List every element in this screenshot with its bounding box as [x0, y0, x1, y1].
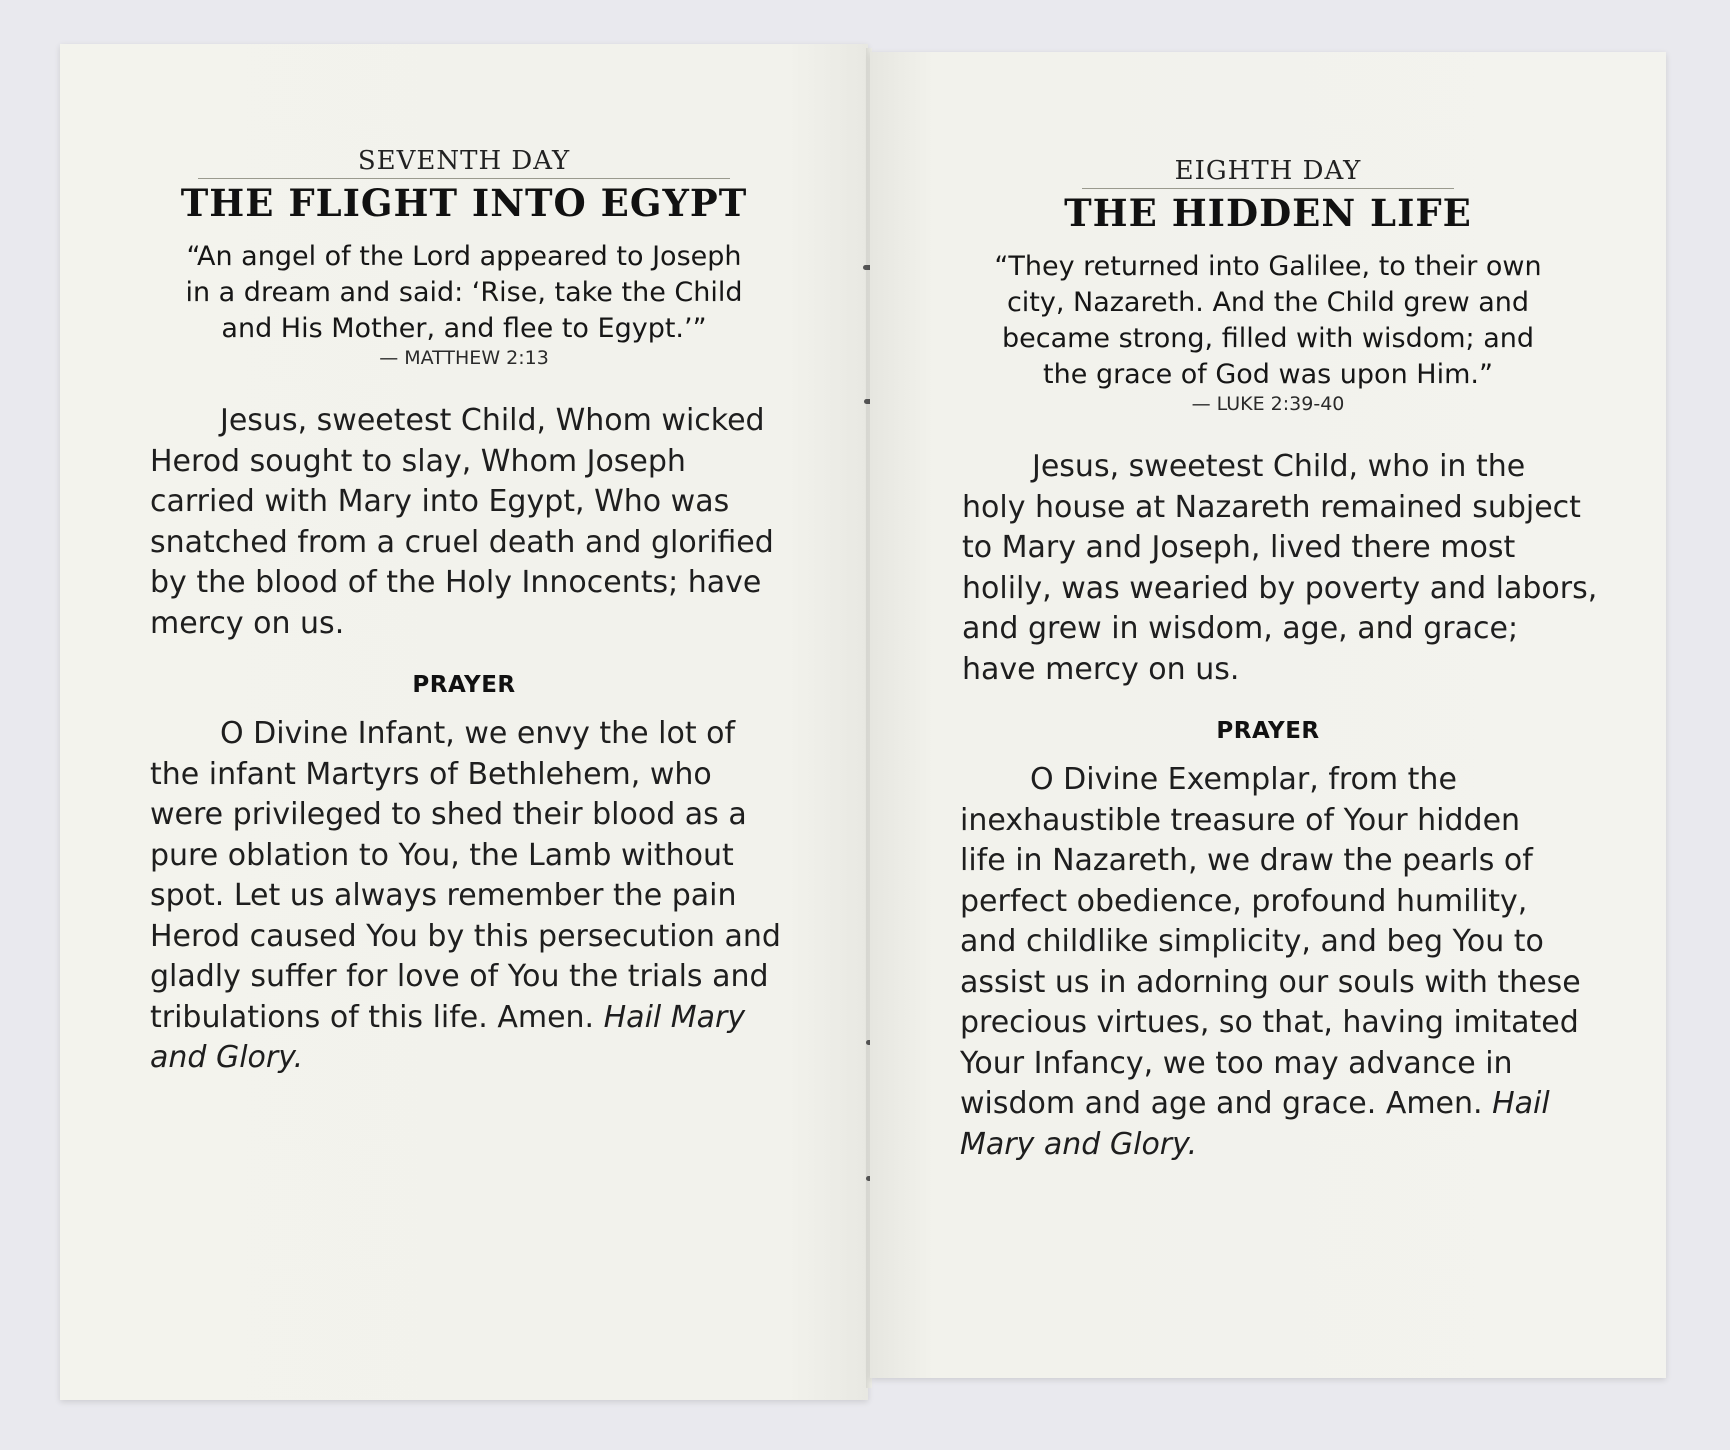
prayer-line: pure oblation to You, the Lamb without	[150, 837, 734, 873]
prayer-paragraph	[960, 760, 1650, 1165]
quote-line: “They returned into Galilee, to their own	[994, 251, 1542, 282]
prayer-closing-italic: Hail	[1492, 1086, 1550, 1121]
scripture-quote	[60, 239, 868, 347]
right-page-content	[870, 52, 1666, 1165]
prayer-line: Your Infancy, we too may advance in	[960, 1045, 1513, 1081]
meditation-line: mercy on us.	[150, 605, 345, 641]
prayer-line: Herod caused You by this persecution and	[150, 918, 781, 954]
meditation-line: and grew in wisdom, age, and grace;	[962, 611, 1519, 646]
meditation-line: snatched from a cruel death and glorified	[150, 524, 774, 560]
meditation-line: Jesus, sweetest Child, Whom wicked	[220, 403, 765, 438]
meditation-line: have mercy on us.	[962, 651, 1240, 687]
quote-line: “An angel of the Lord appeared to Joseph	[186, 241, 742, 272]
prayer-line: perfect obedience, profound humility,	[960, 883, 1528, 919]
title-rule	[1082, 188, 1454, 189]
prayer-line: the infant Martyrs of Bethlehem, who	[150, 756, 712, 792]
prayer-line: assist us in adorning our souls with these	[960, 964, 1581, 1000]
scripture-citation: — LUKE 2:39-40	[1191, 393, 1345, 415]
page-title-eighth: THE HIDDEN LIFE	[1064, 191, 1472, 235]
prayer-line: wisdom and age and grace. Amen. Hail	[960, 1086, 1550, 1121]
quote-line: the grace of God was upon Him.”	[1043, 359, 1493, 390]
prayer-heading: PRAYER	[1216, 718, 1320, 744]
meditation-line: Jesus, sweetest Child, who in the	[1032, 449, 1526, 484]
meditation-paragraph	[150, 401, 840, 644]
page-title-seventh: THE FLIGHT INTO EGYPT	[180, 181, 748, 225]
prayer-line: precious virtues, so that, having imitated	[960, 1005, 1579, 1040]
meditation-line: holy house at Nazareth remained subject	[962, 489, 1581, 525]
meditation-line: to Mary and Joseph, lived there most	[962, 530, 1516, 565]
prayer-closing-italic: Hail Mary	[603, 999, 746, 1035]
title-rule	[198, 178, 730, 179]
prayer-line	[960, 1125, 1650, 1166]
prayer-line	[150, 1038, 850, 1079]
meditation-paragraph	[962, 447, 1652, 690]
right-page	[870, 52, 1666, 1378]
prayer-line: O Divine Exemplar, from the	[1030, 762, 1457, 797]
prayer-line: life in Nazareth, we draw the pearls of	[960, 843, 1533, 878]
quote-line: and His Mother, and flee to Egypt.’”	[221, 313, 707, 344]
prayer-line: and childlike simplicity, and beg You to	[960, 924, 1544, 959]
scripture-quote	[870, 249, 1666, 393]
prayer-line: spot. Let us always remember the pain	[150, 878, 737, 913]
prayer-line: tribulations of this life. Amen. Hail Mary	[150, 999, 746, 1035]
prayer-closing-italic: Mary and Glory.	[960, 1126, 1198, 1162]
prayer-line: gladly suffer for love of You the trials and	[150, 959, 769, 994]
left-page-content	[60, 44, 868, 1079]
day-label-eighth: EIGHTH DAY	[1174, 156, 1362, 186]
prayer-line: inexhaustible treasure of Your hidden	[960, 802, 1521, 838]
meditation-line: carried with Mary into Egypt, Who was	[150, 484, 730, 519]
meditation-line: holily, was wearied by poverty and labors,	[962, 570, 1598, 606]
prayer-line: O Divine Infant, we envy the lot of	[220, 716, 736, 751]
prayer-paragraph	[150, 714, 850, 1079]
day-label-seventh: SEVENTH DAY	[357, 146, 571, 176]
quote-line: city, Nazareth. And the Child grew and	[1006, 287, 1530, 318]
quote-line: became strong, filled with wisdom; and	[1001, 323, 1535, 354]
prayer-closing-italic: and Glory.	[150, 1040, 304, 1075]
left-page	[60, 44, 868, 1400]
prayer-line: were privileged to shed their blood as a	[150, 797, 747, 832]
meditation-line: by the blood of the Holy Innocents; have	[150, 565, 762, 600]
quote-line: in a dream and said: ‘Rise, take the Child	[185, 277, 743, 308]
meditation-line: Herod sought to slay, Whom Joseph	[150, 443, 686, 479]
prayer-heading: PRAYER	[412, 672, 516, 698]
scripture-citation: — MATTHEW 2:13	[379, 347, 549, 369]
